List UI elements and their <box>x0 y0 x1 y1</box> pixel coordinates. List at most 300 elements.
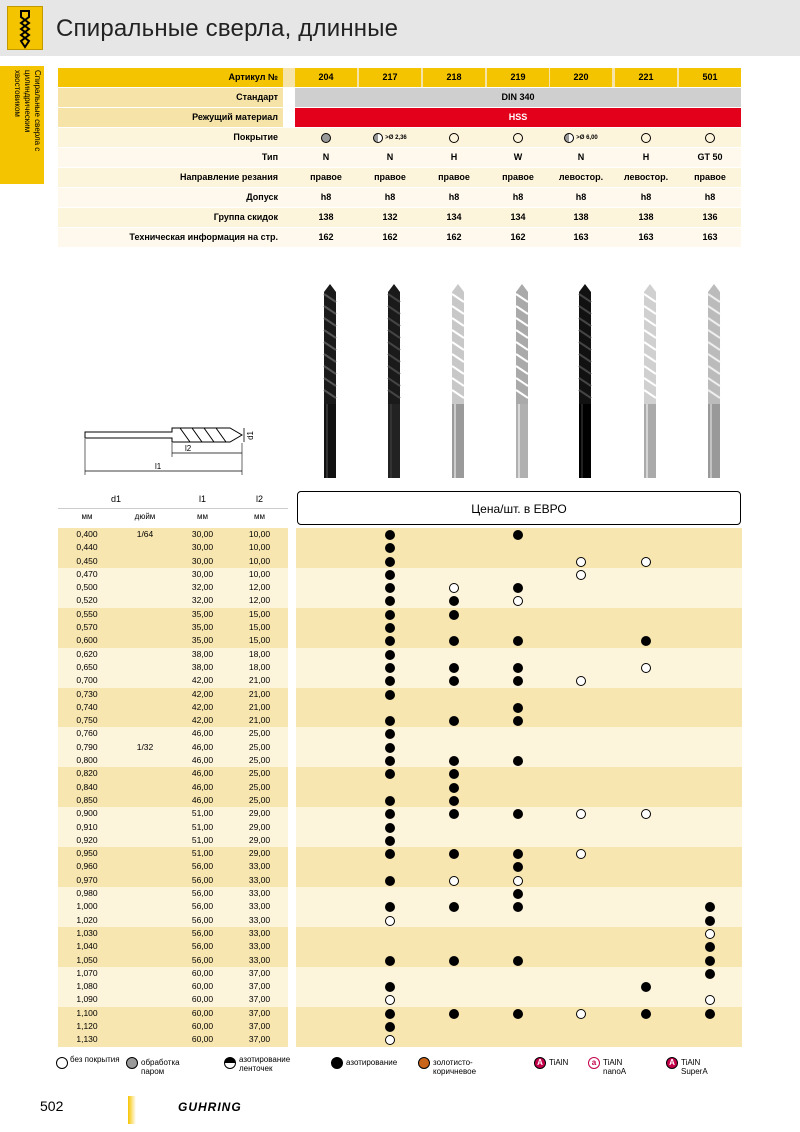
cell-l1: 60,00 <box>191 994 214 1005</box>
cell-l2: 33,00 <box>248 888 271 899</box>
cell-l2: 21,00 <box>248 715 271 726</box>
cell-l2: 37,00 <box>248 981 271 992</box>
cell-inch <box>116 860 174 873</box>
stock-full-icon <box>385 650 395 660</box>
stock-full-icon <box>385 876 395 886</box>
cell-l1: 51,00 <box>191 821 214 832</box>
table-row <box>58 701 742 714</box>
spec-cell-article: 219 <box>487 68 549 87</box>
steam-icon <box>126 1057 138 1069</box>
cell-l2: 25,00 <box>248 781 271 792</box>
spec-label-article: Артикул № <box>228 72 278 82</box>
cell-inch <box>116 914 174 927</box>
table-row <box>58 980 742 993</box>
cell-inch <box>116 874 174 887</box>
spec-label-direction: Направление резания <box>179 172 278 182</box>
row-divider <box>288 887 296 900</box>
cell-l1: 56,00 <box>191 941 214 952</box>
table-row <box>58 860 742 873</box>
stock-full-icon <box>513 889 523 899</box>
spec-label-coating: Покрытие <box>233 132 278 142</box>
cell-inch <box>116 767 174 780</box>
row-divider <box>288 993 296 1006</box>
stock-partial-icon <box>385 916 395 926</box>
table-row <box>58 661 742 674</box>
coating-icon <box>449 133 459 143</box>
coating-note: >Ø 6,00 <box>576 134 598 141</box>
stock-full-icon <box>449 610 459 620</box>
table-row <box>58 821 742 834</box>
tialn-nano-icon: a <box>588 1057 600 1069</box>
cell-d: 0,450 <box>76 555 98 566</box>
stock-partial-icon <box>641 663 651 673</box>
cell-l1: 42,00 <box>191 715 214 726</box>
stock-full-icon <box>513 530 523 540</box>
cell-inch <box>116 608 174 621</box>
cell-l2: 33,00 <box>248 861 271 872</box>
cell-d: 0,520 <box>76 595 98 606</box>
spec-label-standard: Стандарт <box>236 92 278 102</box>
row-divider <box>288 555 296 568</box>
standard-value: DIN 340 <box>295 88 741 107</box>
label-d1: d1 <box>246 431 255 440</box>
spec-cell-direction: правое <box>374 172 406 182</box>
cell-d: 1,070 <box>76 967 98 978</box>
cell-l1: 56,00 <box>191 914 214 925</box>
drill-image-217 <box>387 284 401 480</box>
cell-l2: 15,00 <box>248 635 271 646</box>
cell-inch <box>116 940 174 953</box>
spec-cell-direction: правое <box>310 172 342 182</box>
cell-inch <box>116 648 174 661</box>
unit-mm-l1: мм <box>197 512 208 521</box>
cell-l2: 21,00 <box>248 688 271 699</box>
table-row <box>58 688 742 701</box>
drill-image-218 <box>451 284 465 480</box>
coating-icon <box>641 133 651 143</box>
cell-d: 0,500 <box>76 582 98 593</box>
cell-inch <box>116 1020 174 1033</box>
stock-full-icon <box>705 956 715 966</box>
table-row <box>58 940 742 953</box>
cell-inch <box>116 594 174 607</box>
cell-d: 0,700 <box>76 675 98 686</box>
stock-partial-icon <box>513 876 523 886</box>
table-row <box>58 568 742 581</box>
stock-full-icon <box>385 743 395 753</box>
cell-l2: 37,00 <box>248 994 271 1005</box>
spec-cell-discount: 138 <box>318 212 334 222</box>
spec-cell-discount: 138 <box>573 212 589 222</box>
cell-l1: 38,00 <box>191 648 214 659</box>
stock-full-icon <box>513 956 523 966</box>
cell-l2: 10,00 <box>248 555 271 566</box>
stock-partial-icon <box>576 1009 586 1019</box>
spec-cell-discount: 138 <box>638 212 654 222</box>
table-row <box>58 927 742 940</box>
cell-d: 0,620 <box>76 648 98 659</box>
stock-full-icon <box>385 823 395 833</box>
cell-inch <box>116 834 174 847</box>
cell-l2: 37,00 <box>248 1007 271 1018</box>
spec-row-material <box>58 108 741 128</box>
spec-cell-info_page: 162 <box>318 232 334 242</box>
drill-dimension-diagram <box>80 425 255 480</box>
cell-inch <box>116 1033 174 1046</box>
row-divider <box>288 594 296 607</box>
row-divider <box>288 754 296 767</box>
spec-row-discount <box>58 208 741 228</box>
row-divider <box>288 648 296 661</box>
spec-cell-tolerance: h8 <box>512 192 524 202</box>
stock-full-icon <box>449 796 459 806</box>
cell-d: 1,100 <box>76 1007 98 1018</box>
row-divider <box>288 1033 296 1046</box>
row-divider <box>288 954 296 967</box>
cell-inch <box>116 1007 174 1020</box>
spec-cell-article: 220 <box>550 68 612 87</box>
cell-l1: 60,00 <box>191 981 214 992</box>
row-divider <box>288 967 296 980</box>
cell-l1: 46,00 <box>191 728 214 739</box>
row-divider <box>288 701 296 714</box>
label-l2: l2 <box>185 444 192 453</box>
cell-l2: 15,00 <box>248 622 271 633</box>
spec-cell-type: GT 50 <box>697 152 723 162</box>
cell-l2: 10,00 <box>248 542 271 553</box>
table-row <box>58 727 742 740</box>
cell-inch <box>116 847 174 860</box>
cell-d: 1,050 <box>76 954 98 965</box>
header-l2: l2 <box>231 491 288 509</box>
row-divider <box>288 621 296 634</box>
table-row <box>58 834 742 847</box>
label-l1: l1 <box>155 462 162 471</box>
cell-d: 0,730 <box>76 688 98 699</box>
cell-l2: 12,00 <box>248 582 271 593</box>
drill-images <box>290 282 750 482</box>
cell-l2: 33,00 <box>248 874 271 885</box>
cell-d: 0,750 <box>76 715 98 726</box>
drill-image-221 <box>643 284 657 480</box>
unit-inch: дюйм <box>134 512 156 521</box>
cell-d: 1,030 <box>76 927 98 938</box>
drill-logo-icon <box>7 6 43 50</box>
table-row <box>58 1007 742 1020</box>
spec-cell-discount: 134 <box>510 212 526 222</box>
cell-inch <box>116 555 174 568</box>
coating-cell <box>295 128 357 147</box>
stock-full-icon <box>449 783 459 793</box>
cell-l1: 60,00 <box>191 1020 214 1031</box>
cell-d: 1,000 <box>76 901 98 912</box>
coating-icon <box>373 133 383 143</box>
row-divider <box>288 661 296 674</box>
cell-l2: 25,00 <box>248 741 271 752</box>
cell-l1: 56,00 <box>191 888 214 899</box>
cell-l2: 12,00 <box>248 595 271 606</box>
spec-cell-article: 204 <box>295 68 357 87</box>
spec-row-article <box>58 68 741 88</box>
cell-inch <box>116 701 174 714</box>
row-divider <box>288 528 296 541</box>
spec-cell-info_page: 163 <box>702 232 718 242</box>
cell-l2: 25,00 <box>248 768 271 779</box>
header-d1: d1 <box>58 491 174 509</box>
stock-full-icon <box>385 956 395 966</box>
spec-cell-tolerance: h8 <box>448 192 460 202</box>
row-divider <box>288 688 296 701</box>
cell-d: 0,820 <box>76 768 98 779</box>
table-row <box>58 900 742 913</box>
spec-cell-tolerance: h8 <box>640 192 652 202</box>
coating-cell <box>423 128 485 147</box>
spec-cell-article: 218 <box>423 68 485 87</box>
cell-inch <box>116 794 174 807</box>
row-divider <box>288 674 296 687</box>
row-divider <box>288 874 296 887</box>
cell-d: 0,760 <box>76 728 98 739</box>
stock-full-icon <box>385 557 395 567</box>
cell-l1: 56,00 <box>191 861 214 872</box>
cell-inch <box>116 621 174 634</box>
spec-cell-tolerance: h8 <box>575 192 587 202</box>
cell-l2: 10,00 <box>248 568 271 579</box>
row-divider <box>288 541 296 554</box>
page-header <box>0 0 800 56</box>
cell-l2: 10,00 <box>248 529 271 539</box>
cell-inch <box>116 581 174 594</box>
row-divider <box>288 781 296 794</box>
cell-l1: 51,00 <box>191 808 214 819</box>
drill-image-204 <box>323 284 337 480</box>
cell-inch: 1/64 <box>136 529 154 539</box>
cell-inch <box>116 887 174 900</box>
table-row <box>58 674 742 687</box>
cell-d: 0,840 <box>76 781 98 792</box>
cell-d: 0,570 <box>76 622 98 633</box>
table-row <box>58 967 742 980</box>
drill-image-219 <box>515 284 529 480</box>
cell-l1: 46,00 <box>191 781 214 792</box>
cell-l1: 32,00 <box>191 595 214 606</box>
spec-row-standard <box>58 88 741 108</box>
cell-l1: 30,00 <box>191 529 214 539</box>
cell-l2: 18,00 <box>248 648 271 659</box>
cell-inch <box>116 714 174 727</box>
stock-full-icon <box>513 1009 523 1019</box>
row-divider <box>288 634 296 647</box>
table-row <box>58 794 742 807</box>
cell-inch <box>116 980 174 993</box>
unit-mm: мм <box>81 512 93 521</box>
cell-d: 0,980 <box>76 888 98 899</box>
tialn-icon: A <box>534 1057 546 1069</box>
stock-full-icon <box>449 956 459 966</box>
stock-full-icon <box>705 1009 715 1019</box>
stock-full-icon <box>385 663 395 673</box>
table-row <box>58 594 742 607</box>
spec-row-type <box>58 148 741 168</box>
cell-d: 0,950 <box>76 848 98 859</box>
stock-full-icon <box>449 663 459 673</box>
row-divider <box>288 608 296 621</box>
cell-d: 0,470 <box>76 568 98 579</box>
spec-cell-type: H <box>450 152 458 162</box>
page-title: Спиральные сверла, длинные <box>56 15 399 42</box>
stock-full-icon <box>449 756 459 766</box>
cell-l2: 33,00 <box>248 941 271 952</box>
cell-l1: 46,00 <box>191 755 214 766</box>
stock-full-icon <box>513 663 523 673</box>
side-tab-label: Спиральные сверла с цилиндрическим хвостовиком <box>13 70 42 152</box>
spec-cell-article: 217 <box>359 68 421 87</box>
row-divider <box>288 914 296 927</box>
cell-l1: 42,00 <box>191 701 214 712</box>
row-divider <box>288 900 296 913</box>
cell-inch <box>116 967 174 980</box>
material-value: HSS <box>295 108 741 127</box>
table-row <box>58 754 742 767</box>
cell-d: 1,080 <box>76 981 98 992</box>
cell-inch <box>116 541 174 554</box>
cell-l1: 60,00 <box>191 1034 214 1045</box>
cell-l2: 33,00 <box>248 901 271 912</box>
cell-l1: 46,00 <box>191 741 214 752</box>
cell-l2: 25,00 <box>248 755 271 766</box>
spec-cell-direction: правое <box>502 172 534 182</box>
cell-inch <box>116 807 174 820</box>
cell-d: 0,850 <box>76 794 98 805</box>
row-divider <box>288 1007 296 1020</box>
cell-l2: 29,00 <box>248 821 271 832</box>
spec-row-tolerance <box>58 188 741 208</box>
cell-l2: 37,00 <box>248 967 271 978</box>
cell-d: 1,120 <box>76 1020 98 1031</box>
cell-l2: 18,00 <box>248 661 271 672</box>
drill-image-501 <box>707 284 721 480</box>
cell-d: 0,800 <box>76 755 98 766</box>
spec-cell-direction: правое <box>694 172 726 182</box>
spec-cell-type: H <box>642 152 650 162</box>
coating-cell <box>615 128 677 147</box>
spec-cell-info_page: 162 <box>510 232 526 242</box>
stock-full-icon <box>385 690 395 700</box>
spec-cell-tolerance: h8 <box>320 192 332 202</box>
row-divider <box>288 568 296 581</box>
cell-l1: 60,00 <box>191 1007 214 1018</box>
cell-inch <box>116 781 174 794</box>
stock-partial-icon <box>576 557 586 567</box>
stock-full-icon <box>385 756 395 766</box>
coating-icon <box>321 133 331 143</box>
cell-l1: 56,00 <box>191 901 214 912</box>
cell-inch <box>116 954 174 967</box>
stock-full-icon <box>385 530 395 540</box>
cell-inch <box>116 821 174 834</box>
table-row <box>58 1020 742 1033</box>
table-row <box>58 741 742 754</box>
spec-cell-info_page: 163 <box>573 232 589 242</box>
cell-l1: 30,00 <box>191 555 214 566</box>
cell-l1: 32,00 <box>191 582 214 593</box>
cell-l1: 56,00 <box>191 874 214 885</box>
legend: без покрытия обработка паром азотирование ленточек азотирование золотисто-коричневое A TiAlN a TiAlN nanoA A TiAlN SuperA <box>56 1054 756 1078</box>
cell-l2: 21,00 <box>248 675 271 686</box>
coating-cell <box>679 128 741 147</box>
cell-inch: 1/32 <box>136 741 154 752</box>
spec-cell-direction: левостор. <box>558 172 604 182</box>
nitride-band-icon <box>224 1057 236 1069</box>
cell-l1: 38,00 <box>191 661 214 672</box>
cell-l2: 29,00 <box>248 848 271 859</box>
table-row <box>58 541 742 554</box>
spec-cell-discount: 136 <box>702 212 718 222</box>
spec-cell-discount: 134 <box>446 212 462 222</box>
coating-cell <box>550 128 612 147</box>
spec-cell-type: N <box>322 152 330 162</box>
stock-partial-icon <box>576 570 586 580</box>
cell-d: 1,020 <box>76 914 98 925</box>
gold-icon <box>418 1057 430 1069</box>
row-divider <box>288 794 296 807</box>
cell-d: 0,650 <box>76 661 98 672</box>
stock-full-icon <box>513 756 523 766</box>
cell-l2: 33,00 <box>248 954 271 965</box>
header-l1: l1 <box>174 491 231 509</box>
cell-l2: 29,00 <box>248 834 271 845</box>
cell-d: 0,910 <box>76 821 98 832</box>
cell-l1: 42,00 <box>191 688 214 699</box>
row-divider <box>288 581 296 594</box>
cell-l1: 35,00 <box>191 622 214 633</box>
stock-full-icon <box>705 969 715 979</box>
table-row <box>58 555 742 568</box>
table-row <box>58 528 742 541</box>
cell-inch <box>116 688 174 701</box>
row-divider <box>288 821 296 834</box>
table-row <box>58 714 742 727</box>
spec-label-type: Тип <box>261 152 278 162</box>
spec-label-tolerance: Допуск <box>246 192 278 202</box>
spec-row-direction <box>58 168 741 188</box>
cell-inch <box>116 993 174 1006</box>
table-row <box>58 781 742 794</box>
row-divider <box>288 927 296 940</box>
unit-mm-l2: мм <box>254 512 265 521</box>
row-divider <box>288 807 296 820</box>
cell-l2: 29,00 <box>248 808 271 819</box>
dimension-table <box>58 528 742 1047</box>
spec-cell-info_page: 162 <box>382 232 398 242</box>
cell-l2: 37,00 <box>248 1020 271 1031</box>
cell-d: 0,970 <box>76 874 98 885</box>
drill-image-220 <box>578 284 592 480</box>
cell-l1: 51,00 <box>191 848 214 859</box>
uncoated-icon <box>56 1057 68 1069</box>
cell-d: 1,090 <box>76 994 98 1005</box>
spec-cell-type: N <box>386 152 394 162</box>
spec-cell-info_page: 163 <box>638 232 654 242</box>
spec-cell-discount: 132 <box>382 212 398 222</box>
cell-l1: 56,00 <box>191 927 214 938</box>
cell-l1: 46,00 <box>191 768 214 779</box>
spec-cell-tolerance: h8 <box>384 192 396 202</box>
cell-inch <box>116 634 174 647</box>
spec-cell-direction: правое <box>438 172 470 182</box>
cell-l1: 35,00 <box>191 635 214 646</box>
coating-cell <box>359 128 421 147</box>
